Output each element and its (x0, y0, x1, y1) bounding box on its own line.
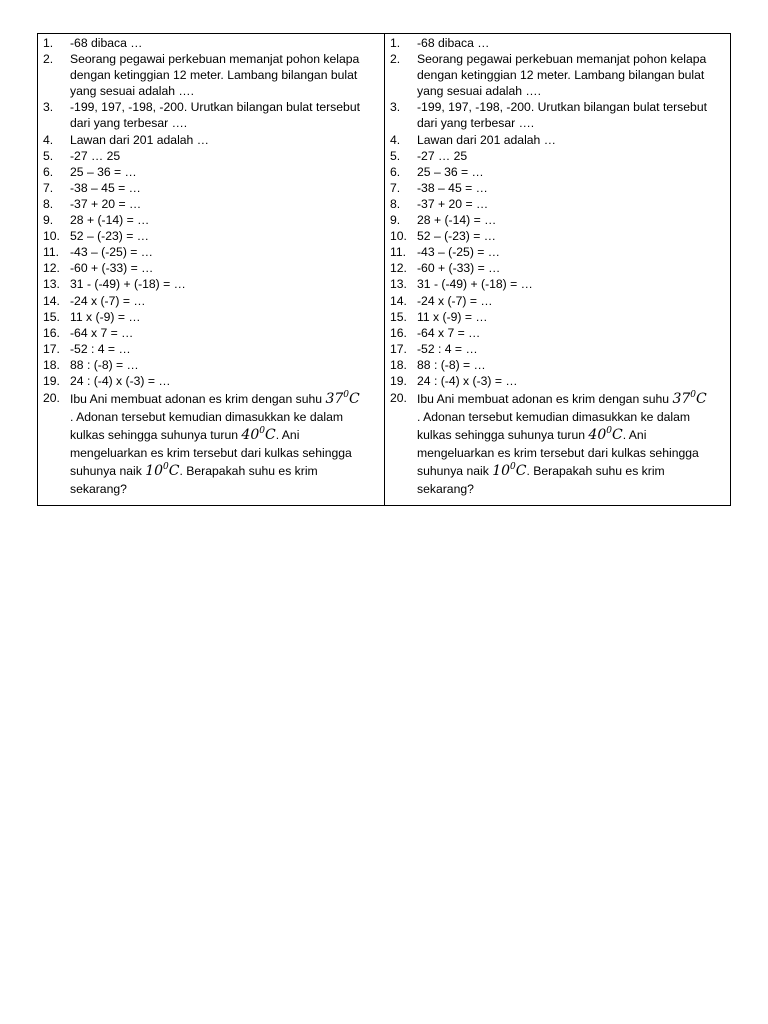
question-item (385, 293, 730, 309)
degree-superscript: 0 (259, 426, 265, 437)
question-item (38, 325, 384, 341)
question-item (38, 51, 384, 99)
question-number: 16. (390, 325, 407, 340)
question-number: 14. (390, 293, 407, 308)
question-item (385, 373, 730, 389)
temperature-number: 10 (492, 463, 511, 480)
question-text: -38 – 45 = … (417, 180, 488, 195)
question-number: 9. (43, 213, 54, 228)
question-number: 1. (43, 36, 54, 50)
question-item (385, 260, 730, 276)
question-item (38, 260, 384, 276)
question-number: 19. (43, 373, 60, 388)
question-number: 6. (43, 164, 54, 179)
question-text: -52 : 4 = … (70, 341, 131, 356)
question-text: 31 - (-49) + (-18) = … (417, 277, 533, 292)
question-item (38, 132, 384, 148)
worksheet-column-right (384, 34, 730, 505)
question-text-part: Ibu Ani membuat adonan es krim dengan suhu (70, 392, 326, 407)
temperature-unit: C (696, 391, 707, 408)
question-number: 5. (43, 148, 54, 163)
question-item (385, 35, 730, 51)
question-number: 3. (390, 100, 401, 115)
question-text: -24 x (-7) = … (417, 293, 493, 308)
question-number: 8. (390, 196, 401, 211)
question-text: 52 – (-23) = … (70, 229, 149, 244)
question-text: -60 + (-33) = … (70, 261, 154, 276)
degree-superscript: 0 (690, 390, 696, 401)
question-item (38, 357, 384, 373)
question-item (385, 357, 730, 373)
question-item (385, 132, 730, 148)
question-item (38, 309, 384, 325)
question-text: Seorang pegawai perkebuan memanjat pohon kelapa dengan ketinggian 12 meter. Lambang bilangan bulat yang sesuai adalah …. (70, 52, 360, 99)
question-number: 2. (43, 52, 54, 67)
question-number: 18. (390, 357, 407, 372)
question-item (38, 276, 384, 292)
degree-superscript: 0 (343, 390, 349, 401)
question-item (385, 51, 730, 99)
question-item (385, 148, 730, 164)
question-text: -199, 197, -198, -200. Urutkan bilangan bulat tersebut dari yang terbesar …. (417, 100, 707, 131)
question-number: 20. (43, 391, 60, 406)
temperature-value (672, 391, 706, 407)
temperature-number: 37 (325, 391, 344, 408)
worksheet-table (37, 33, 731, 506)
question-number: 7. (43, 180, 54, 195)
question-number: 15. (43, 309, 60, 324)
question-text: -37 + 20 = … (417, 196, 489, 211)
question-item (38, 341, 384, 357)
question-item (385, 390, 730, 498)
question-text: 52 – (-23) = … (417, 229, 496, 244)
temperature-unit: C (349, 391, 360, 408)
temperature-value (325, 391, 359, 407)
question-number: 14. (43, 293, 60, 308)
question-number: 12. (43, 261, 60, 276)
question-item (385, 212, 730, 228)
question-number: 16. (43, 325, 60, 340)
question-item (38, 148, 384, 164)
question-text: 24 : (-4) x (-3) = … (70, 373, 171, 388)
temperature-number: 37 (672, 391, 691, 408)
question-item (38, 164, 384, 180)
question-text: 31 - (-49) + (-18) = … (70, 277, 186, 292)
question-item (38, 390, 384, 498)
temperature-value (588, 427, 622, 443)
question-text: -199, 197, -198, -200. Urutkan bilangan bulat tersebut dari yang terbesar …. (70, 100, 360, 131)
question-number: 15. (390, 309, 407, 324)
question-number: 2. (390, 52, 401, 67)
question-text: -68 dibaca … (417, 36, 490, 50)
question-number: 13. (43, 277, 60, 292)
question-text (417, 390, 709, 498)
temperature-unit: C (515, 463, 527, 480)
question-text-part: . Berapakah suhu es krim sekarang? (417, 464, 665, 497)
question-item (385, 341, 730, 357)
worksheet-column-left (38, 34, 384, 505)
question-text: -68 dibaca … (70, 36, 143, 50)
question-number: 1. (390, 36, 401, 50)
question-item (38, 244, 384, 260)
question-item (38, 196, 384, 212)
temperature-unit: C (611, 427, 623, 444)
question-text: Seorang pegawai perkebuan memanjat pohon kelapa dengan ketinggian 12 meter. Lambang bilangan bulat yang sesuai adalah …. (417, 52, 707, 99)
question-item (38, 99, 384, 131)
question-number: 17. (43, 341, 60, 356)
question-item (385, 309, 730, 325)
question-text: 28 + (-14) = … (417, 213, 497, 228)
question-text: -60 + (-33) = … (417, 261, 501, 276)
question-number: 19. (390, 373, 407, 388)
temperature-number: 10 (145, 463, 164, 480)
question-text: 88 : (-8) = … (70, 357, 139, 372)
question-item (38, 228, 384, 244)
question-text-part: . Ani mengeluarkan es krim tersebut dari kulkas sehingga suhunya naik (417, 428, 699, 479)
question-text: -43 – (-25) = … (417, 245, 500, 260)
question-number: 11. (43, 245, 60, 260)
question-text: -64 x 7 = … (70, 325, 134, 340)
question-item (385, 196, 730, 212)
temperature-value (145, 463, 179, 479)
question-number: 10. (43, 229, 60, 244)
temperature-number: 40 (241, 427, 260, 444)
question-number: 4. (43, 132, 54, 147)
question-item (38, 293, 384, 309)
question-item (385, 325, 730, 341)
degree-superscript: 0 (606, 426, 612, 437)
question-item (385, 99, 730, 131)
question-number: 20. (390, 391, 407, 406)
question-text: -52 : 4 = … (417, 341, 478, 356)
question-item (385, 164, 730, 180)
temperature-number: 40 (588, 427, 607, 444)
question-item (385, 228, 730, 244)
question-text: -38 – 45 = … (70, 180, 141, 195)
question-number: 6. (390, 164, 401, 179)
question-number: 9. (390, 213, 401, 228)
temperature-value (241, 427, 275, 443)
degree-superscript: 0 (510, 462, 516, 473)
question-item (385, 244, 730, 260)
question-text: -43 – (-25) = … (70, 245, 153, 260)
temperature-unit: C (168, 463, 180, 480)
question-text: 24 : (-4) x (-3) = … (417, 373, 518, 388)
question-text: -27 … 25 (70, 148, 121, 163)
question-text-part: . Berapakah suhu es krim sekarang? (70, 464, 318, 497)
question-item (38, 35, 384, 51)
question-text: 28 + (-14) = … (70, 213, 150, 228)
question-item (38, 212, 384, 228)
question-number: 3. (43, 100, 54, 115)
question-number: 11. (390, 245, 407, 260)
temperature-value (492, 463, 526, 479)
question-text: -64 x 7 = … (417, 325, 481, 340)
question-text-part: . Ani mengeluarkan es krim tersebut dari kulkas sehingga suhunya naik (70, 428, 352, 479)
question-text: -27 … 25 (417, 148, 468, 163)
question-item (385, 180, 730, 196)
question-text: -24 x (-7) = … (70, 293, 146, 308)
temperature-unit: C (264, 427, 276, 444)
question-number: 10. (390, 229, 407, 244)
question-number: 5. (390, 148, 401, 163)
question-text: Lawan dari 201 adalah … (417, 132, 556, 147)
question-text-part: Ibu Ani membuat adonan es krim dengan suhu (417, 392, 673, 407)
question-text-part: . Adonan tersebut kemudian dimasukkan ke dalam kulkas sehingga suhunya turun (70, 410, 344, 443)
question-number: 8. (43, 196, 54, 211)
question-number: 18. (43, 357, 60, 372)
question-item (385, 276, 730, 292)
question-text: 11 x (-9) = … (417, 309, 488, 324)
question-text: -37 + 20 = … (70, 196, 142, 211)
question-item (38, 373, 384, 389)
question-text: 25 – 36 = … (70, 164, 137, 179)
question-number: 13. (390, 277, 407, 292)
question-number: 17. (390, 341, 407, 356)
question-text: 88 : (-8) = … (417, 357, 486, 372)
question-number: 4. (390, 132, 401, 147)
question-text: 25 – 36 = … (417, 164, 484, 179)
question-item (38, 180, 384, 196)
degree-superscript: 0 (163, 462, 169, 473)
question-text: 11 x (-9) = … (70, 309, 141, 324)
question-text: Lawan dari 201 adalah … (70, 132, 209, 147)
question-text-part: . Adonan tersebut kemudian dimasukkan ke dalam kulkas sehingga suhunya turun (417, 410, 691, 443)
question-number: 12. (390, 261, 407, 276)
question-number: 7. (390, 180, 401, 195)
question-text (70, 390, 362, 498)
